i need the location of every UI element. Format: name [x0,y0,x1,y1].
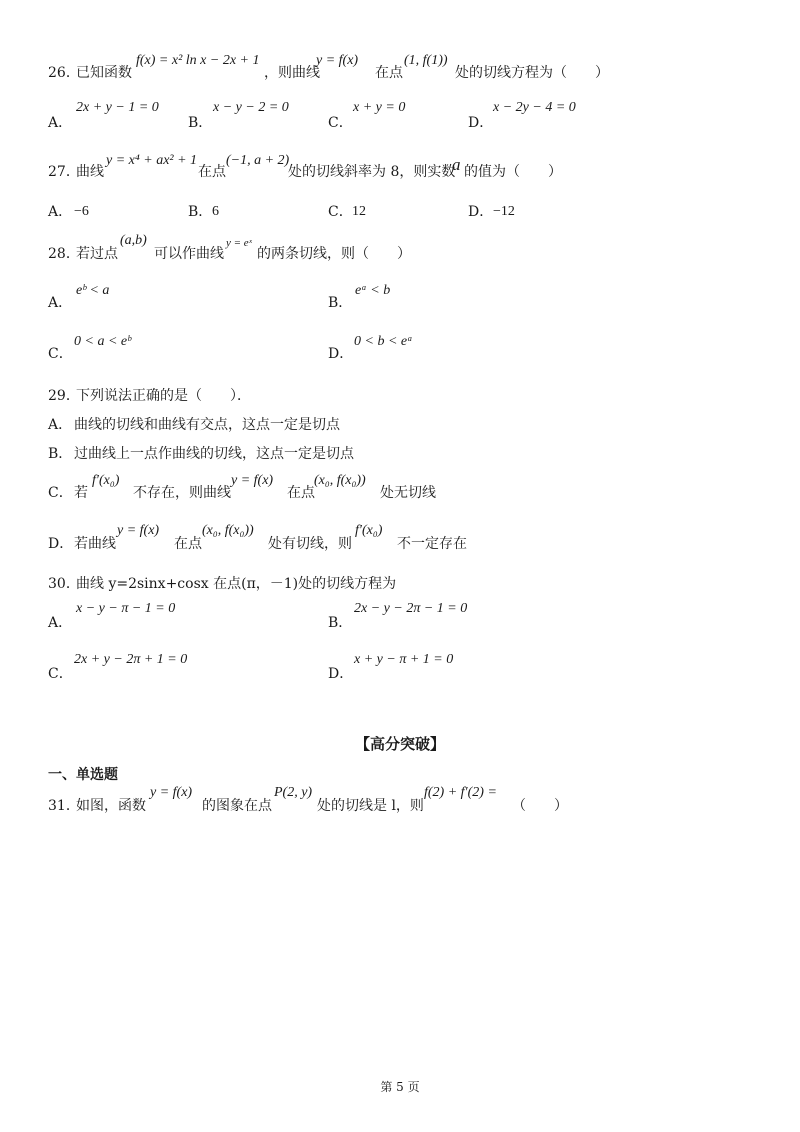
question-text: 的图象在点 [202,798,272,814]
option-text: 不一定存在 [397,536,467,552]
question-text: 可以作曲线 [154,246,224,262]
option-label: A． [48,115,73,131]
question-text: 在点 [375,65,403,81]
option-label: C． [48,346,73,362]
option-label: B． [48,446,73,462]
option-label: C． [48,666,73,682]
option-label: D． [328,666,354,682]
math-formula: (x₀, f(x₀)) [202,523,254,538]
option-label: A． [48,295,73,311]
question-text: 处的切线是 l，则 [317,798,424,814]
option-label: D． [48,536,74,552]
question-number: 31． [48,798,80,814]
question-number: 28． [48,246,80,262]
question-text: 的值为（ ） [464,164,562,180]
option-formula: x + y − π + 1 = 0 [354,652,454,667]
option-formula: x − 2y − 4 = 0 [493,100,576,115]
option-formula: 0 < a < eᵇ [74,334,131,349]
question-text: 曲线 [76,164,104,180]
math-variable: a [452,155,461,174]
option-label: C． [328,115,353,131]
question-text: ，则曲线 [264,65,320,81]
option-label: C． [328,204,353,220]
option-value: −12 [493,204,515,219]
option-text: 在点 [287,485,315,501]
question-number: 27． [48,164,80,180]
math-formula: (−1, a + 2) [226,153,290,168]
option-label: B． [328,615,353,631]
option-label: B． [188,204,213,220]
question-text: 下列说法正确的是（ ）． [76,388,251,404]
option-formula: 2x + y − 1 = 0 [76,100,159,115]
math-formula: (x₀, f(x₀)) [314,473,366,488]
option-formula: x − y − 2 = 0 [213,100,289,115]
option-formula: 0 < b < eᵃ [354,334,413,349]
question-text: （ ） [512,798,568,814]
question-text: 曲线 y=2sinx+cosx 在点(π，－1)处的切线方程为 [76,576,397,592]
math-formula: y = x⁴ + ax² + 1 [106,153,198,168]
math-formula: P(2, y) [274,785,313,800]
option-text: 过曲线上一点作曲线的切线，这点一定是切点 [74,446,354,462]
option-value: −6 [74,204,89,219]
question-text: 若过点 [76,246,118,262]
option-formula: eᵇ < a [76,283,110,298]
question-text: 在点 [198,164,226,180]
option-text: 若曲线 [74,536,116,552]
section-title: 【高分突破】 [354,735,445,753]
math-formula: y = eˣ [226,237,252,249]
math-formula: (a,b) [120,233,147,248]
question-number: 26． [48,65,80,81]
math-formula: (1, f(1)) [404,53,448,68]
option-formula: eᵃ < b [355,283,391,298]
math-formula: f(2) + f′(2) = [424,785,497,800]
math-formula: y = f(x) [316,53,359,68]
question-text: 如图，函数 [76,798,146,814]
option-text: 处无切线 [380,485,436,501]
question-number: 29． [48,388,80,404]
option-label: D． [468,204,494,220]
option-label: B． [188,115,213,131]
option-label: D． [328,346,354,362]
math-formula: y = f(x) [231,473,274,488]
math-formula: f′(x₀) [92,473,120,488]
option-text: 不存在，则曲线 [133,485,231,501]
option-value: 12 [352,204,366,219]
section-subtitle: 一、单选题 [48,767,118,783]
question-number: 30． [48,576,80,592]
math-formula: y = f(x) [117,523,160,538]
option-label: C． [48,485,73,501]
page-number: 第 5 页 [380,1080,420,1094]
option-text: 若 [74,485,88,501]
option-label: B． [328,295,353,311]
option-text: 曲线的切线和曲线有交点，这点一定是切点 [74,417,340,433]
question-text: 的两条切线，则（ ） [257,246,411,262]
question-text: 处的切线斜率为 8，则实数 [288,164,456,180]
option-text: 在点 [174,536,202,552]
question-text: 已知函数 [76,65,132,81]
option-label: D． [468,115,494,131]
math-formula: y = f(x) [150,785,193,800]
option-formula: x − y − π − 1 = 0 [76,601,176,616]
option-formula: 2x + y − 2π + 1 = 0 [74,652,188,667]
math-formula: f(x) = x² ln x − 2x + 1 [136,53,260,68]
option-label: A． [48,204,73,220]
option-formula: x + y = 0 [353,100,406,115]
option-label: A． [48,615,73,631]
option-label: A． [48,417,73,433]
option-text: 处有切线，则 [268,536,352,552]
math-formula: f′(x₀) [355,523,383,538]
option-value: 6 [212,204,219,219]
option-formula: 2x − y − 2π − 1 = 0 [354,601,468,616]
question-text: 处的切线方程为（ ） [455,65,609,81]
